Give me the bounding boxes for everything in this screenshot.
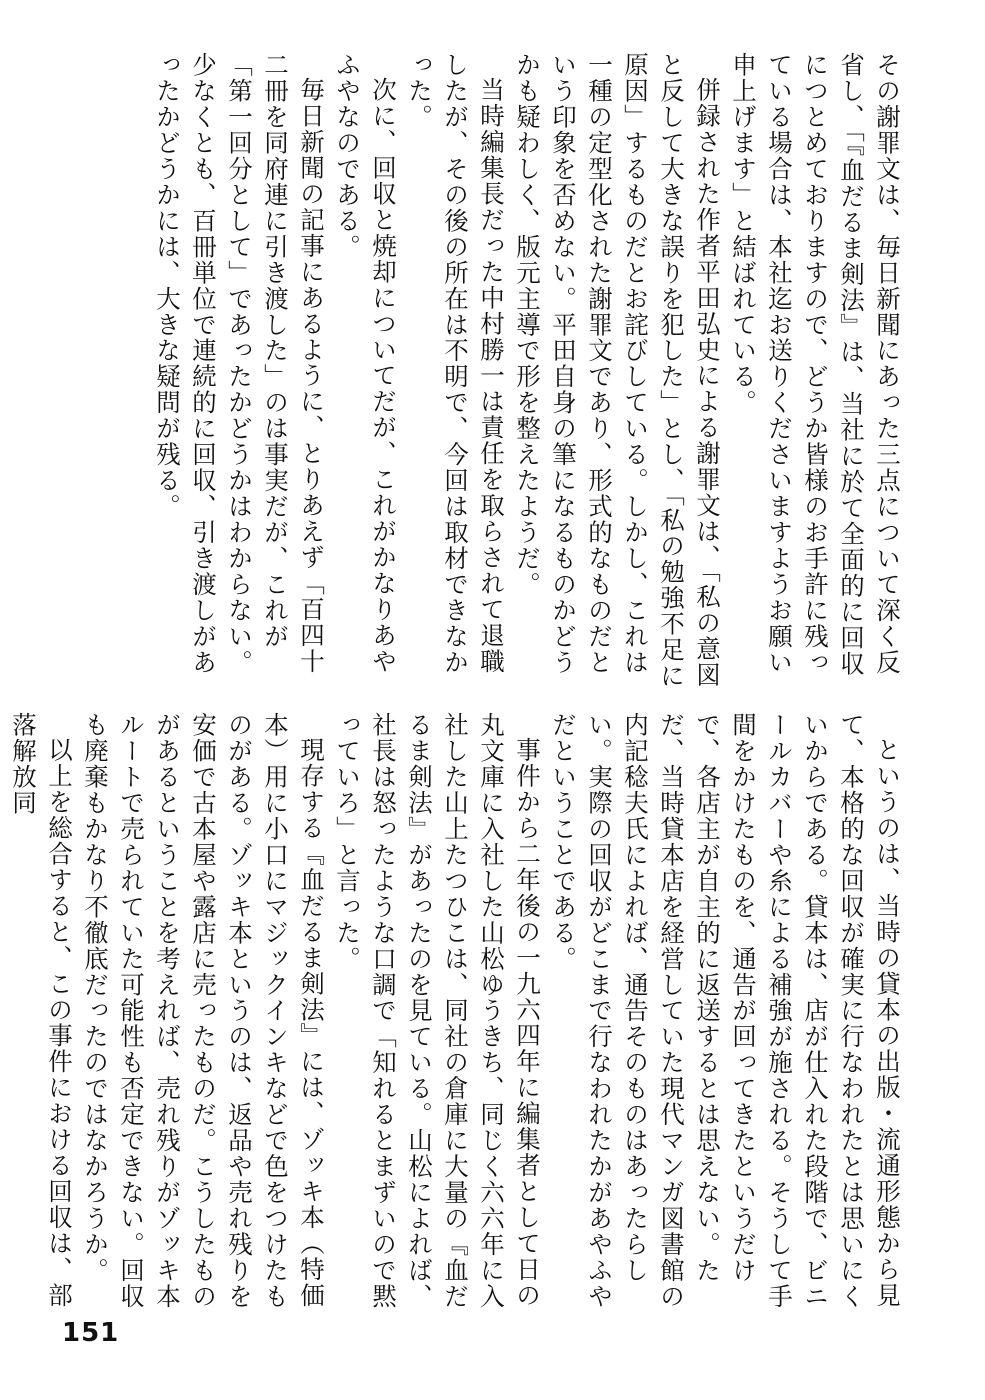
upper-text-block <box>75 52 905 692</box>
paragraph: その謝罪文は、毎日新聞にあった三点について深く反省し、「『血だるま剣法』は、当社に於て全面的に回収につとめておりますので、どうか皆様のお手許に残っている場合は、本社迄お送りくださいますようお願い申上げます」と結ばれている。 <box>729 52 902 677</box>
page-number: 151 <box>62 1318 120 1348</box>
paragraph: 当時編集長だった中村勝一は責任を取らされて退職したが、その後の所在は不明で、今回は取材できなかった。 <box>405 52 506 676</box>
paragraph: 現存する『血だるま剣法』には、ゾッキ本（特価本）用に小口にマジックインキなどで色をつけたものがある。ゾッキ本というのは、返品や売れ残りを安価で古本屋や露店に売ったものだ。こうしたものがあるということを考えれば、売れ残りがゾッキ本ルートで売られていた可能性も否定できない。回収も廃棄もかなり不徹底だったのではなかろうか。 <box>81 712 326 1310</box>
paragraph: 以上を総合すると、この事件における回収は、部落解放同 <box>9 712 74 1308</box>
lower-text-block <box>9 712 905 1312</box>
paragraph: 併録された作者平田弘史による謝罪文は、「私の意図と反して大きな誤りを犯した」とし、「私の勉強不足に原因」するものだとお詫びしている。しかし、これは一種の定型化された謝罪文であり、形式的なものだという印象を否めない。平田自身の筆になるものかどうかも疑わしく、版元主導で形を整えたようだ。 <box>513 52 722 689</box>
paragraph: というのは、当時の貸本の出版・流通形態から見て、本格的な回収が確実に行なわれたとは思いにくいからである。貸本は、店が仕入れた段階で、ビニールカバーや糸による補強が施される。そうして手間をかけたものを、通告が回ってきたというだけで、各店主が自主的に返送するとは思えない。ただ、当時貸本店を経営していた現代マンガ図書館の内記稔夫氏によれば、通告そのものはあったらしい。実際の回収がどこまで行なわれたかがあやふやだということである。 <box>549 712 902 1310</box>
paragraph: 毎日新聞の記事にあるように、とりあえず「百四十二冊を同府連に引き渡した」のは事実だが、これが「第一回分として」であったかどうかはわからない。少なくとも、百冊単位で連続的に回収、引き渡しがあったかどうかには、大きな疑問が残る。 <box>153 52 326 676</box>
paragraph: 次に、回収と焼却についてだが、これがかなりあやふやなのである。 <box>333 52 398 674</box>
paragraph: 事件から二年後の一九六四年に編集者として日の丸文庫に入社した山松ゆうきち、同じく六六年に入社した山上たつひこは、同社の倉庫に大量の『血だるま剣法』があったのを見ている。山松によれば、社長は怒ったような口調で「知れるとまずいので黙っていろ」と言った。 <box>333 712 542 1310</box>
